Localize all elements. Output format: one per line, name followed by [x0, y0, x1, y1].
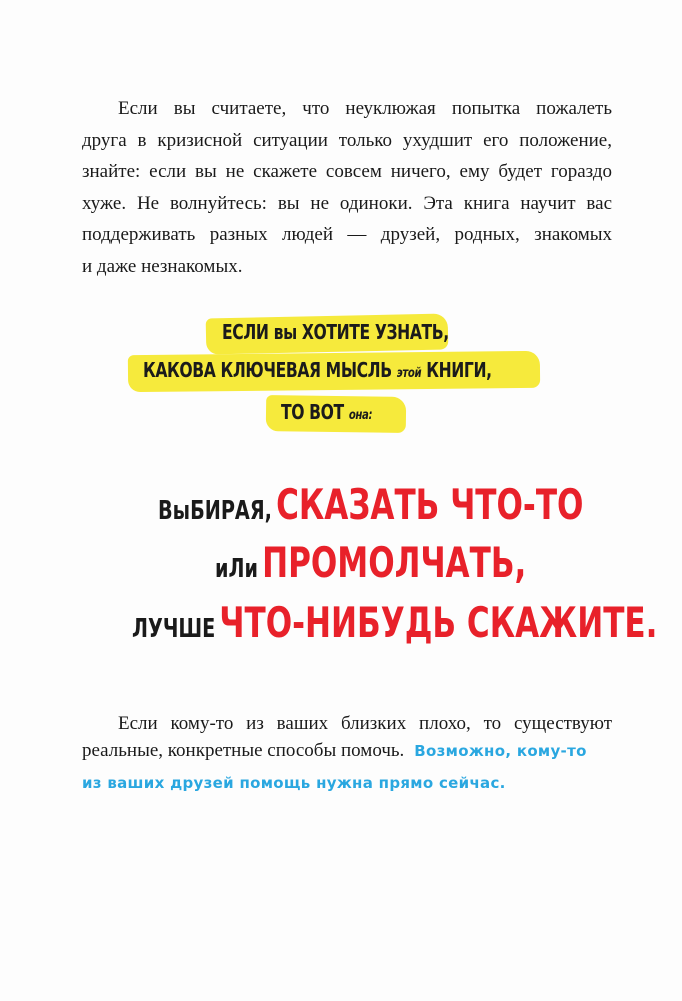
key-text-1b: СКАЗАТЬ ЧТО-ТО	[276, 480, 584, 529]
key-line-2	[215, 538, 526, 587]
closing-text-blue-2: из ваших друзей помощь нужна прямо сейчас.	[82, 774, 506, 792]
highlight-text-2c: КНИГИ,	[426, 358, 492, 382]
closing-paragraph	[82, 708, 612, 740]
key-text-1a: ВыБИРАЯ,	[158, 496, 272, 526]
key-line-1	[158, 480, 583, 529]
highlight-text-3b: она:	[348, 408, 373, 423]
closing-line-1: Если кому-то из ваших близких плохо, то существуют	[118, 713, 612, 734]
intro-paragraph	[82, 93, 612, 282]
key-text-2b: ПРОМОЛЧАТЬ,	[262, 538, 527, 587]
key-text-2a: иЛи	[215, 554, 258, 584]
highlight-text-1: ЕСЛИ вы ХОТИТЕ УЗНАТЬ,	[222, 320, 449, 344]
closing-line-2	[82, 740, 612, 762]
highlight-line-2	[143, 358, 492, 382]
intro-line-2: друга в кризисной ситуации только ухудшит его положение,	[82, 129, 612, 151]
intro-line-4: хуже. Не волнуйтесь: вы не одиноки. Эта книга научит вас	[82, 192, 612, 214]
intro-line-1: Если вы считаете, что неуклюжая попытка пожалеть	[118, 98, 612, 119]
closing-text-blue-1: Возможно, кому-то	[414, 742, 587, 760]
highlight-text-2b: этой	[396, 366, 422, 381]
key-text-3a: ЛУЧШЕ	[132, 614, 216, 644]
highlight-line-3	[281, 400, 372, 424]
intro-line-6: и даже незнакомых.	[82, 255, 243, 277]
highlight-line-1	[222, 320, 449, 344]
key-line-3	[132, 598, 657, 647]
intro-line-5: поддерживать разных людей — друзей, родных, знакомых	[82, 224, 612, 245]
closing-line-3	[82, 774, 506, 793]
key-text-3b: ЧТО-НИБУДЬ СКАЖИТЕ.	[219, 598, 658, 647]
intro-line-3: знайте: если вы не скажете совсем ничего, ему будет гораздо	[82, 161, 612, 182]
closing-text-serif: реальные, конкретные способы помочь.	[82, 740, 405, 761]
highlight-text-3a: ТО ВОТ	[281, 400, 344, 424]
highlight-text-2a: КАКОВА КЛЮЧЕВАЯ МЫСЛЬ	[143, 358, 392, 382]
